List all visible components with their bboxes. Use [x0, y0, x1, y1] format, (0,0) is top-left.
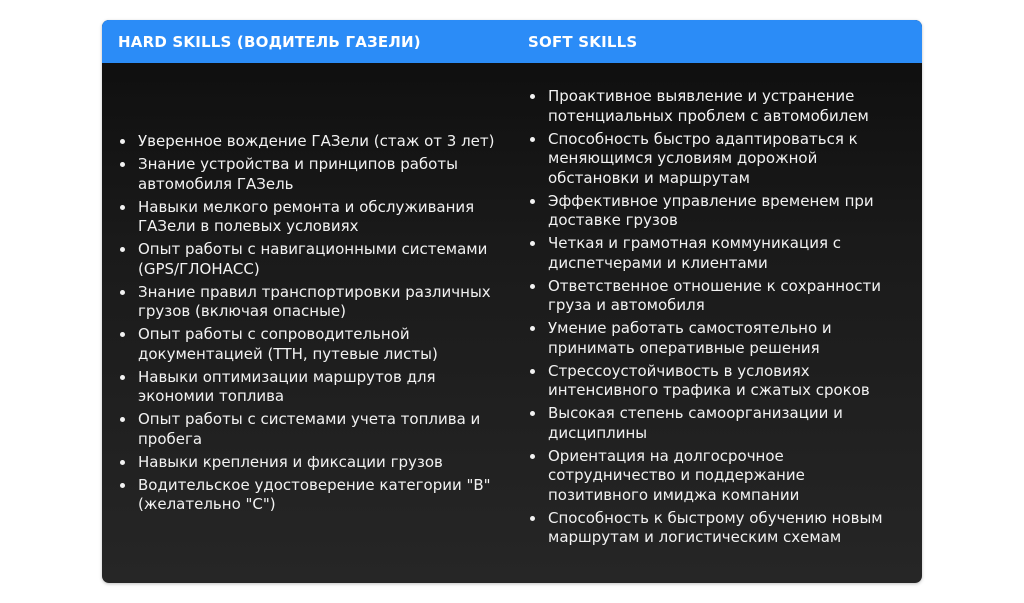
list-item: Знание правил транспортировки различных грузов (включая опасные): [120, 283, 500, 322]
list-item: Навыки мелкого ремонта и обслуживания ГАЗели в полевых условиях: [120, 198, 500, 237]
skills-table: [102, 20, 922, 583]
list-item: Умение работать самостоятельно и принимать оперативные решения: [530, 319, 905, 358]
list-item: Навыки оптимизации маршрутов для экономии топлива: [120, 368, 500, 407]
hard-skills-header: HARD SKILLS (ВОДИТЕЛЬ ГАЗЕЛИ): [118, 32, 421, 51]
table-header: [102, 20, 922, 63]
list-item: Эффективное управление временем при доставке грузов: [530, 192, 905, 231]
list-item: Стрессоустойчивость в условиях интенсивного трафика и сжатых сроков: [530, 362, 905, 401]
soft-skills-column: [512, 63, 922, 583]
list-item: Ориентация на долгосрочное сотрудничество и поддержание позитивного имиджа компании: [530, 447, 905, 506]
list-item: Способность к быстрому обучению новым маршрутам и логистическим схемам: [530, 509, 905, 548]
list-item: Ответственное отношение к сохранности груза и автомобиля: [530, 277, 905, 316]
hard-skills-list: [102, 132, 500, 518]
list-item: Четкая и грамотная коммуникация с диспетчерами и клиентами: [530, 234, 905, 273]
list-item: Опыт работы с сопроводительной документацией (ТТН, путевые листы): [120, 325, 500, 364]
list-item: Навыки крепления и фиксации грузов: [120, 453, 500, 473]
list-item: Опыт работы с системами учета топлива и пробега: [120, 410, 500, 449]
hard-skills-column: [102, 63, 512, 583]
list-item: Проактивное выявление и устранение потенциальных проблем с автомобилем: [530, 87, 905, 126]
list-item: Опыт работы с навигационными системами (GPS/ГЛОНАСС): [120, 240, 500, 279]
soft-skills-list: [512, 87, 905, 551]
list-item: Водительское удостоверение категории "B" (желательно "C"): [120, 476, 500, 515]
soft-skills-header: SOFT SKILLS: [528, 32, 638, 51]
list-item: Уверенное вождение ГАЗели (стаж от 3 лет): [120, 132, 500, 152]
list-item: Способность быстро адаптироваться к меняющимся условиям дорожной обстановки и маршрутам: [530, 130, 905, 189]
list-item: Высокая степень самоорганизации и дисциплины: [530, 404, 905, 443]
list-item: Знание устройства и принципов работы автомобиля ГАЗель: [120, 155, 500, 194]
table-body: [102, 63, 922, 583]
